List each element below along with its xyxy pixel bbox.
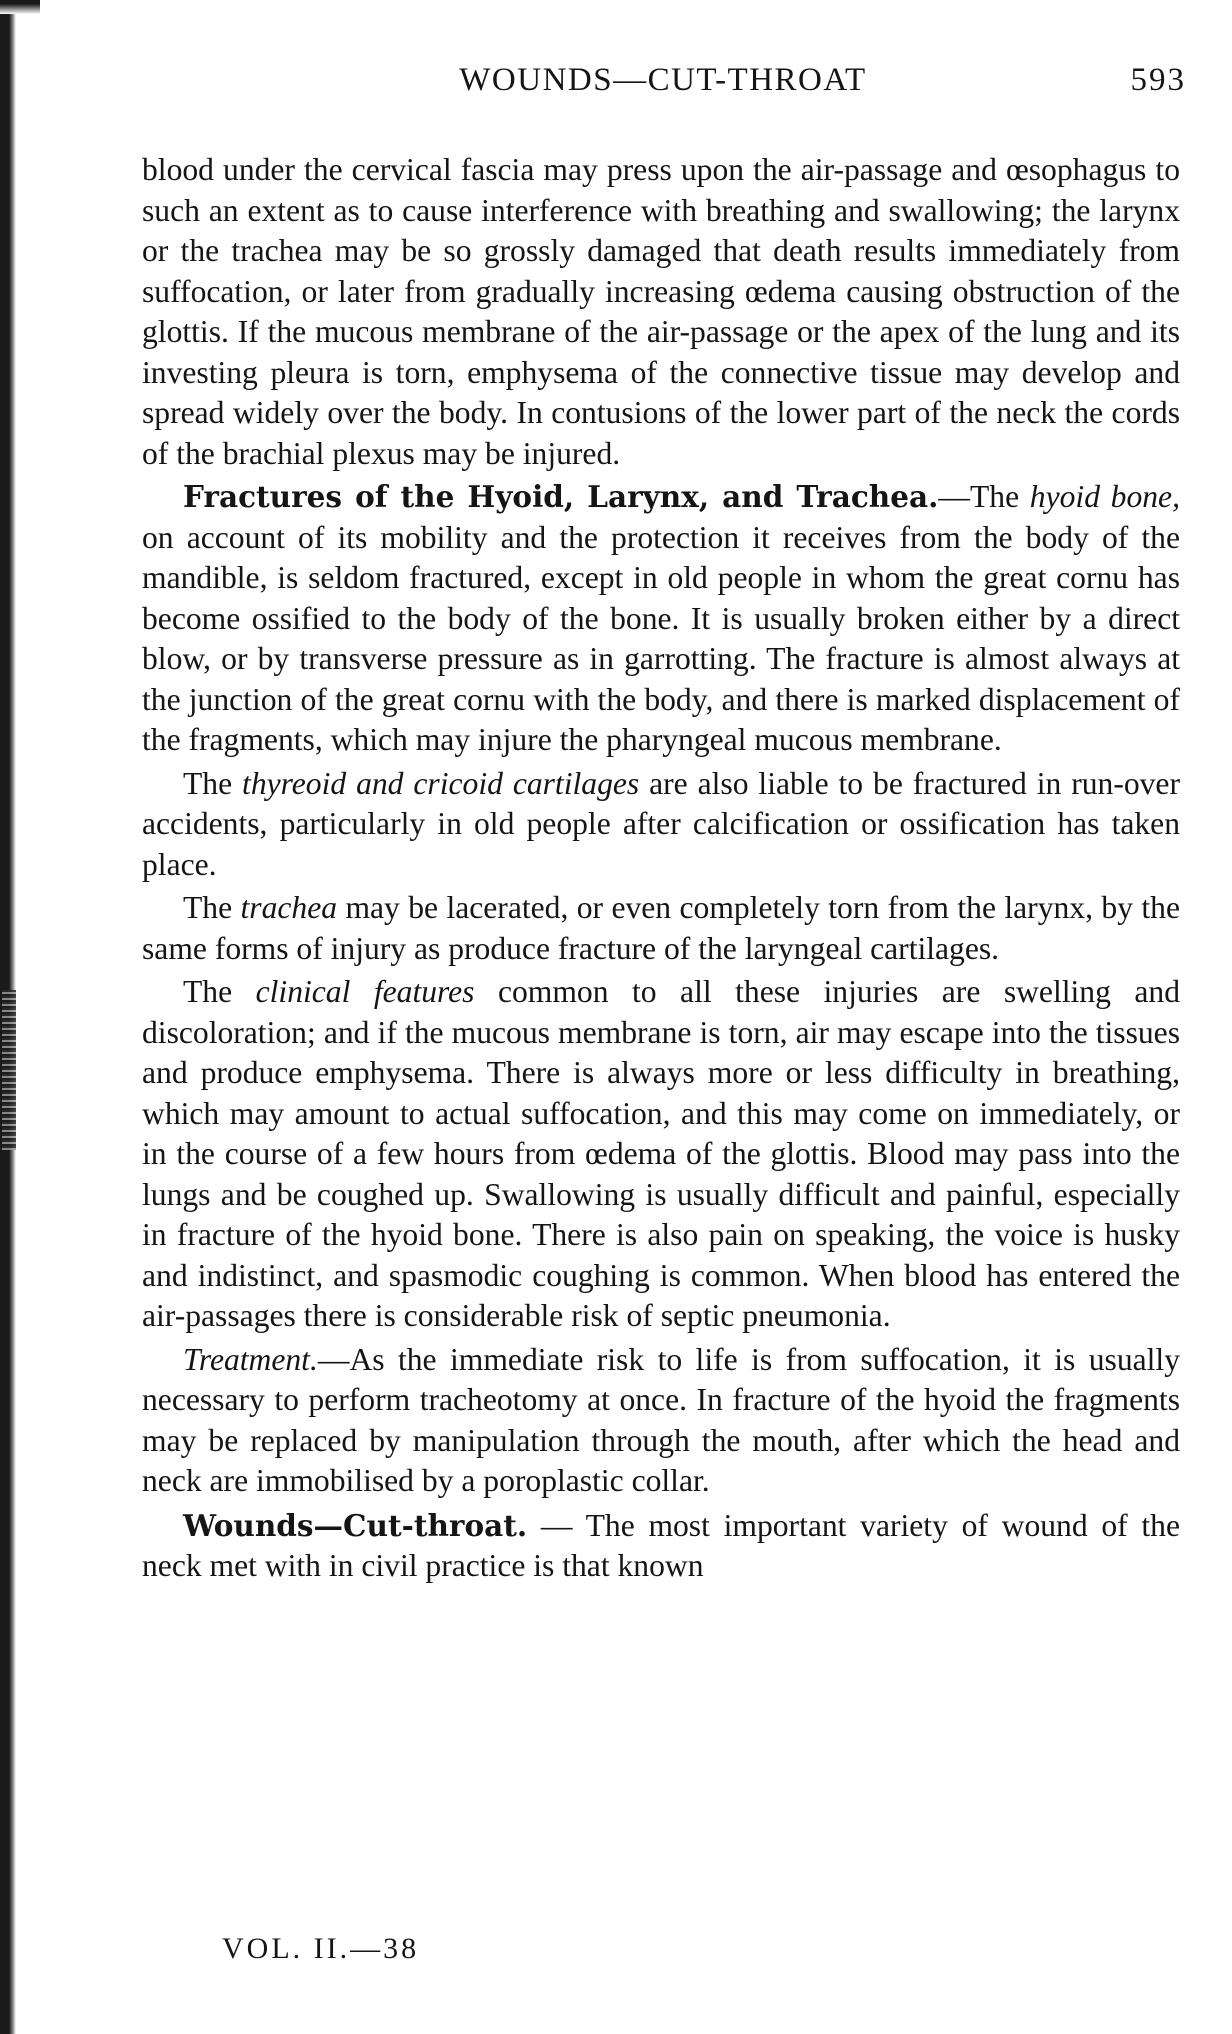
paragraph-5-text: common to all these injuries are swelling and discoloration; and if the mucous membrane is torn, air may escape into the tissues and produce emphysema. There is always more or less difficulty in breathing, which may amount to actual suffocation, and this may come on immediately, or in the course of a few hours from œdema of the glottis. Blood may pass into the lungs and be coughed up. Swallowing is usually difficult and painful, especially in fracture of the hyoid bone. There is also pain on speaking, the voice is husky and indistinct, and spasmodic coughing is common. When blood has entered the air-passages there is considerable risk of septic pneumonia. [142,974,1180,1333]
paragraph-5 [142,972,1180,1337]
paragraph-2-text: on account of its mobility and the protection it receives from the body of the mandible, is seldom fractured, except in old people in whom the great cornu has become ossified to the body of the bone. It is usually broken either by a direct blow, or by transverse pressure as in garrotting. The fracture is almost always at the junction of the great cornu with the body, and there is marked displacement of the fragments, which may injure the pharyngeal mucous membrane. [142,519,1180,757]
paragraph-4-lead: The [183,890,241,925]
paragraph-3-text: are also liable to be fractured in run-over accidents, particularly in old people after calcification or ossification has taken place. [142,765,1180,882]
binding-edge-speckle [2,990,16,1150]
page-number: 593 [1130,62,1186,98]
term-treatment: Treatment. [183,1341,318,1377]
running-title: WOUNDS—CUT-THROAT [459,62,867,98]
term-cartilages: thyreoid and cricoid cartilages [242,765,640,801]
paragraph-6-text: —As the immediate risk to life is from suffocation, it is usually necessary to perform tracheotomy at once. In fracture of the hyoid the fragments may be replaced by manipulation through the mouth, after which the head and neck are immobilised by a poroplastic collar. [142,1341,1180,1498]
paragraph-2-dash: —The [938,479,1030,514]
paragraph-7 [142,1506,1180,1587]
paragraph-6 [142,1340,1180,1502]
paragraph-7-text: — The most important variety of wound of the neck met with in civil practice is that known [142,1507,1180,1583]
term-hyoid-bone: hyoid bone, [1029,479,1180,514]
paragraph-4 [142,888,1180,969]
paragraph-4-text: may be lacerated, or even completely torn from the larynx, by the same forms of injury as produce fracture of the laryngeal cartilages. [142,890,1180,966]
paragraph-5-lead: The [183,974,256,1009]
volume-signature: VOL. II.—38 [222,1932,420,1965]
paragraph-2 [142,477,1180,761]
term-trachea: trachea [240,890,338,925]
paragraph-3 [142,764,1180,886]
running-header [140,62,1186,106]
paragraph-3-lead: The [183,765,243,801]
term-clinical-features: clinical features [255,974,475,1009]
section-heading-wounds: Wounds—Cut-throat. [183,1507,528,1543]
paragraph-1: blood under the cervical fascia may press upon the air-passage and œsophagus to such an extent as to cause interference with breathing and swallowing; the larynx or the trachea may be so grossly damaged that death results immediately from suffocation, or later from gradually increasing œdema causing obstruction of the glottis. If the mucous membrane of the air-passage or the apex of the lung and its investing pleura is torn, emphysema of the connective tissue may develop and spread widely over the body. In contusions of the lower part of the neck the cords of the brachial plexus may be injured. [142,152,1180,471]
section-heading-fractures: Fractures of the Hyoid, Larynx, and Trachea. [183,479,939,514]
body-text [142,150,1180,1590]
binding-edge-top [0,0,40,14]
